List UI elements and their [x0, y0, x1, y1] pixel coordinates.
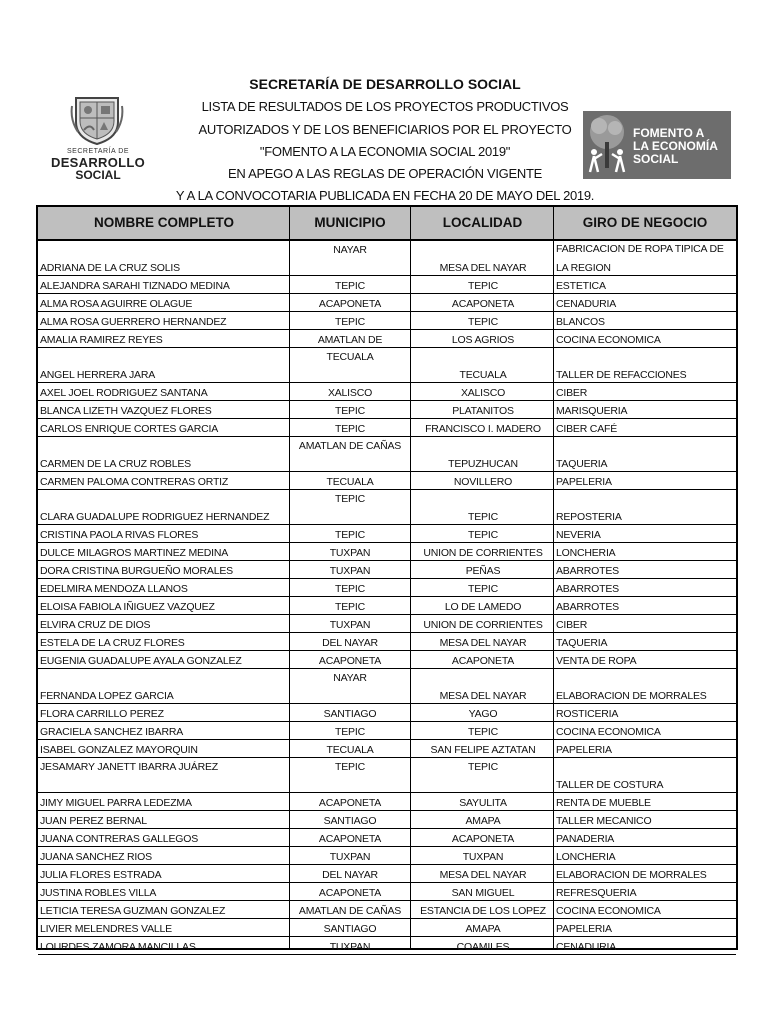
cell-municipio: TUXPAN — [329, 547, 371, 559]
table-row — [38, 937, 736, 955]
cell-localidad: UNION DE CORRIENTES — [423, 547, 543, 559]
table-row — [38, 401, 736, 419]
cell-nombre: JIMY MIGUEL PARRA LEDEZMA — [40, 797, 192, 809]
cell-nombre: ANGEL HERRERA JARA — [40, 369, 156, 381]
table-row — [38, 865, 736, 883]
tree-people-icon — [585, 112, 629, 178]
cell-giro: ROSTICERIA — [556, 708, 619, 720]
cell-giro: CIBER — [556, 387, 588, 399]
cell-municipio: TEPIC — [335, 405, 365, 417]
seal-label-small: SECRETARÍA DE — [67, 148, 129, 155]
cell-giro: COCINA ECONOMICA — [556, 334, 661, 346]
subtitle-line-5: Y A LA CONVOCOTARIA PUBLICADA EN FECHA 20 DE MAYO DEL 2019. — [175, 188, 595, 203]
table-row — [38, 383, 736, 401]
cell-localidad: COAMILES — [456, 941, 510, 953]
cell-giro-continued: LA REGION — [556, 262, 611, 274]
subtitle-line-3: "FOMENTO A LA ECONOMIA SOCIAL 2019" — [259, 144, 511, 159]
cell-giro: ESTETICA — [556, 280, 606, 292]
cell-giro: CIBER CAFÉ — [556, 423, 618, 435]
cell-localidad: SAN FELIPE AZTATAN — [430, 744, 536, 756]
cell-municipio: TEPIC — [335, 761, 365, 773]
cell-nombre: EDELMIRA MENDOZA LLANOS — [40, 583, 188, 595]
document-title: SECRETARÍA DE DESARROLLO SOCIAL — [249, 76, 521, 92]
cell-localidad: AMAPA — [465, 923, 501, 935]
column-header-localidad: LOCALIDAD — [442, 215, 523, 230]
cell-nombre: JUSTINA ROBLES VILLA — [40, 887, 157, 899]
table-row — [38, 241, 736, 276]
cell-localidad: TEPIC — [468, 529, 498, 541]
beneficiaries-table — [36, 205, 738, 953]
cell-municipio: AMATLAN DE CAÑAS — [298, 440, 402, 452]
column-divider — [553, 207, 554, 948]
cell-localidad: YAGO — [468, 708, 498, 720]
cell-localidad: TEPIC — [468, 726, 498, 738]
cell-localidad: LO DE LAMEDO — [444, 601, 522, 613]
cell-municipio: TECUALA — [326, 744, 374, 756]
cell-localidad: UNION DE CORRIENTES — [423, 619, 543, 631]
cell-municipio: ACAPONETA — [318, 797, 382, 809]
cell-giro: BLANCOS — [556, 316, 605, 328]
cell-nombre: CLARA GUADALUPE RODRIGUEZ HERNANDEZ — [40, 511, 270, 523]
brand-line-1: FOMENTO A — [633, 126, 705, 140]
cell-giro: ABARROTES — [556, 583, 619, 595]
cell-municipio: TECUALA — [326, 351, 374, 363]
cell-municipio: TEPIC — [335, 601, 365, 613]
cell-municipio: TEPIC — [335, 726, 365, 738]
cell-giro: FABRICACION DE ROPA TIPICA DE — [556, 243, 724, 255]
cell-giro: LONCHERIA — [556, 851, 616, 863]
cell-giro: ELABORACION DE MORRALES — [556, 690, 707, 702]
cell-localidad: NOVILLERO — [453, 476, 513, 488]
table-row — [38, 561, 736, 579]
cell-nombre: AXEL JOEL RODRIGUEZ SANTANA — [40, 387, 208, 399]
cell-municipio: ACAPONETA — [318, 887, 382, 899]
cell-nombre: CARMEN PALOMA CONTRERAS ORTIZ — [40, 476, 229, 488]
brand-line-2: LA ECONOMÍA — [633, 139, 718, 153]
cell-giro: REFRESQUERIA — [556, 887, 637, 899]
cell-localidad: TEPIC — [468, 761, 498, 773]
cell-municipio: TEPIC — [335, 493, 365, 505]
cell-municipio: TECUALA — [326, 476, 374, 488]
cell-municipio: TUXPAN — [329, 941, 371, 953]
cell-giro: TAQUERIA — [556, 637, 608, 649]
table-row — [38, 883, 736, 901]
cell-localidad: ESTANCIA DE LOS LOPEZ — [420, 905, 546, 917]
cell-localidad: TUXPAN — [462, 851, 504, 863]
table-row — [38, 722, 736, 740]
cell-nombre: ADRIANA DE LA CRUZ SOLIS — [40, 262, 180, 274]
cell-nombre: ESTELA DE LA CRUZ FLORES — [40, 637, 185, 649]
cell-giro: ABARROTES — [556, 601, 619, 613]
cell-giro: TALLER MECANICO — [556, 815, 652, 827]
seal-label-social: SOCIAL — [75, 168, 121, 182]
cell-giro: ELABORACION DE MORRALES — [556, 869, 707, 881]
cell-localidad: LOS AGRIOS — [451, 334, 515, 346]
cell-localidad: MESA DEL NAYAR — [439, 262, 527, 274]
cell-localidad: TEPIC — [468, 583, 498, 595]
column-header-municipio: MUNICIPIO — [314, 215, 386, 230]
cell-municipio: DEL NAYAR — [322, 637, 378, 649]
cell-municipio: ACAPONETA — [318, 655, 382, 667]
table-row — [38, 472, 736, 490]
cell-nombre: ALMA ROSA GUERRERO HERNANDEZ — [40, 316, 227, 328]
cell-nombre: CARLOS ENRIQUE CORTES GARCIA — [40, 423, 218, 435]
table-row — [38, 704, 736, 722]
subtitle-line-1: LISTA DE RESULTADOS DE LOS PROYECTOS PRODUCTIVOS — [201, 99, 569, 114]
cell-nombre: ALEJANDRA SARAHI TIZNADO MEDINA — [40, 280, 230, 292]
cell-localidad: TEPUZHUCAN — [448, 458, 518, 470]
cell-nombre: JUANA SANCHEZ RIOS — [40, 851, 152, 863]
cell-giro: PAPELERIA — [556, 744, 612, 756]
cell-nombre: FERNANDA LOPEZ GARCIA — [40, 690, 174, 702]
table-row — [38, 901, 736, 919]
table-row — [38, 669, 736, 704]
table-row — [38, 758, 736, 793]
cell-nombre: LOURDES ZAMORA MANCILLAS — [40, 941, 196, 953]
cell-nombre: DULCE MILAGROS MARTINEZ MEDINA — [40, 547, 229, 559]
table-row — [38, 919, 736, 937]
fomento-economia-social-logo — [583, 111, 731, 179]
cell-municipio: NAYAR — [333, 244, 367, 256]
cell-giro: PAPELERIA — [556, 923, 612, 935]
cell-nombre: ALMA ROSA AGUIRRE OLAGUE — [40, 298, 193, 310]
cell-municipio: ACAPONETA — [318, 298, 382, 310]
table-row — [38, 312, 736, 330]
cell-nombre: AMALIA RAMIREZ REYES — [40, 334, 163, 346]
cell-municipio: DEL NAYAR — [322, 869, 378, 881]
cell-localidad: MESA DEL NAYAR — [439, 637, 527, 649]
cell-municipio: TEPIC — [335, 280, 365, 292]
cell-localidad: TEPIC — [468, 280, 498, 292]
cell-localidad: MESA DEL NAYAR — [439, 869, 527, 881]
table-row — [38, 490, 736, 525]
cell-nombre: JESAMARY JANETT IBARRA JUÁREZ — [40, 761, 218, 773]
cell-municipio: TUXPAN — [329, 619, 371, 631]
cell-nombre: LETICIA TERESA GUZMAN GONZALEZ — [40, 905, 226, 917]
cell-giro: CENADURIA — [556, 298, 617, 310]
table-row — [38, 740, 736, 758]
cell-giro: MARISQUERIA — [556, 405, 628, 417]
cell-nombre: LIVIER MELENDRES VALLE — [40, 923, 172, 935]
cell-nombre: DORA CRISTINA BURGUEÑO MORALES — [40, 565, 233, 577]
table-row — [38, 330, 736, 348]
cell-giro: COCINA ECONOMICA — [556, 905, 661, 917]
seal-label-desarrollo: DESARROLLO — [51, 155, 145, 170]
table-row — [38, 543, 736, 561]
cell-municipio: SANTIAGO — [323, 923, 377, 935]
cell-municipio: NAYAR — [333, 672, 367, 684]
table-row — [38, 437, 736, 472]
table-row — [38, 847, 736, 865]
cell-nombre: ISABEL GONZALEZ MAYORQUIN — [40, 744, 198, 756]
cell-localidad: ACAPONETA — [451, 655, 515, 667]
cell-giro: PANADERIA — [556, 833, 615, 845]
cell-nombre: EUGENIA GUADALUPE AYALA GONZALEZ — [40, 655, 242, 667]
cell-giro: ABARROTES — [556, 565, 619, 577]
cell-municipio: SANTIAGO — [323, 708, 377, 720]
cell-municipio: TEPIC — [335, 583, 365, 595]
cell-municipio: TEPIC — [335, 316, 365, 328]
cell-giro: TAQUERIA — [556, 458, 608, 470]
table-header — [38, 207, 736, 241]
column-divider — [289, 207, 290, 948]
table-row — [38, 597, 736, 615]
cell-giro: VENTA DE ROPA — [556, 655, 637, 667]
subtitle-line-4: EN APEGO A LAS REGLAS DE OPERACIÓN VIGENTE — [228, 166, 542, 181]
cell-localidad: TECUALA — [459, 369, 507, 381]
cell-municipio: SANTIAGO — [323, 815, 377, 827]
cell-localidad: TEPIC — [468, 511, 498, 523]
cell-localidad: XALISCO — [460, 387, 506, 399]
cell-giro: LONCHERIA — [556, 547, 616, 559]
cell-nombre: GRACIELA SANCHEZ IBARRA — [40, 726, 184, 738]
cell-localidad: ACAPONETA — [451, 833, 515, 845]
cell-localidad: SAYULITA — [459, 797, 507, 809]
table-row — [38, 525, 736, 543]
cell-municipio: TEPIC — [335, 529, 365, 541]
cell-municipio: TUXPAN — [329, 565, 371, 577]
cell-municipio: ACAPONETA — [318, 833, 382, 845]
table-row — [38, 829, 736, 847]
cell-municipio: AMATLAN DE CAÑAS — [298, 905, 402, 917]
cell-nombre: JUAN PEREZ BERNAL — [40, 815, 147, 827]
column-header-giro: GIRO DE NEGOCIO — [582, 215, 708, 230]
table-row — [38, 793, 736, 811]
cell-municipio: XALISCO — [327, 387, 373, 399]
table-row — [38, 348, 736, 383]
cell-municipio: AMATLAN DE — [317, 334, 383, 346]
cell-nombre: CRISTINA PAOLA RIVAS FLORES — [40, 529, 199, 541]
cell-localidad: SAN MIGUEL — [451, 887, 515, 899]
table-row — [38, 811, 736, 829]
cell-giro: TALLER DE COSTURA — [556, 779, 664, 791]
cell-giro: RENTA DE MUEBLE — [556, 797, 651, 809]
column-divider — [410, 207, 411, 948]
table-row — [38, 615, 736, 633]
table-row — [38, 276, 736, 294]
cell-nombre: JUANA CONTRERAS GALLEGOS — [40, 833, 198, 845]
cell-giro: TALLER DE REFACCIONES — [556, 369, 687, 381]
subtitle-line-2: AUTORIZADOS Y DE LOS BENEFICIARIOS POR EL PROYECTO — [198, 122, 572, 137]
table-row — [38, 579, 736, 597]
cell-municipio: TUXPAN — [329, 851, 371, 863]
cell-giro: COCINA ECONOMICA — [556, 726, 661, 738]
cell-nombre: FLORA CARRILLO PEREZ — [40, 708, 164, 720]
cell-nombre: ELOISA FABIOLA IÑIGUEZ VAZQUEZ — [40, 601, 215, 613]
cell-localidad: MESA DEL NAYAR — [439, 690, 527, 702]
table-row — [38, 294, 736, 312]
cell-localidad: PLATANITOS — [452, 405, 514, 417]
cell-nombre: BLANCA LIZETH VAZQUEZ FLORES — [40, 405, 212, 417]
cell-municipio: TEPIC — [335, 423, 365, 435]
cell-giro: CIBER — [556, 619, 588, 631]
cell-localidad: FRANCISCO I. MADERO — [425, 423, 541, 435]
cell-nombre: JULIA FLORES ESTRADA — [40, 869, 162, 881]
cell-nombre: ELVIRA CRUZ DE DIOS — [40, 619, 151, 631]
table-row — [38, 419, 736, 437]
cell-giro: PAPELERIA — [556, 476, 612, 488]
table-row — [38, 651, 736, 669]
cell-giro: REPOSTERIA — [556, 511, 622, 523]
cell-localidad: PEÑAS — [465, 565, 501, 577]
cell-giro: NEVERIA — [556, 529, 601, 541]
table-row — [38, 633, 736, 651]
cell-localidad: ACAPONETA — [451, 298, 515, 310]
brand-line-3: SOCIAL — [633, 152, 679, 166]
cell-giro: CENADURIA — [556, 941, 617, 953]
cell-nombre: CARMEN DE LA CRUZ ROBLES — [40, 458, 191, 470]
cell-localidad: AMAPA — [465, 815, 501, 827]
column-header-nombre: NOMBRE COMPLETO — [93, 215, 234, 230]
cell-localidad: TEPIC — [468, 316, 498, 328]
